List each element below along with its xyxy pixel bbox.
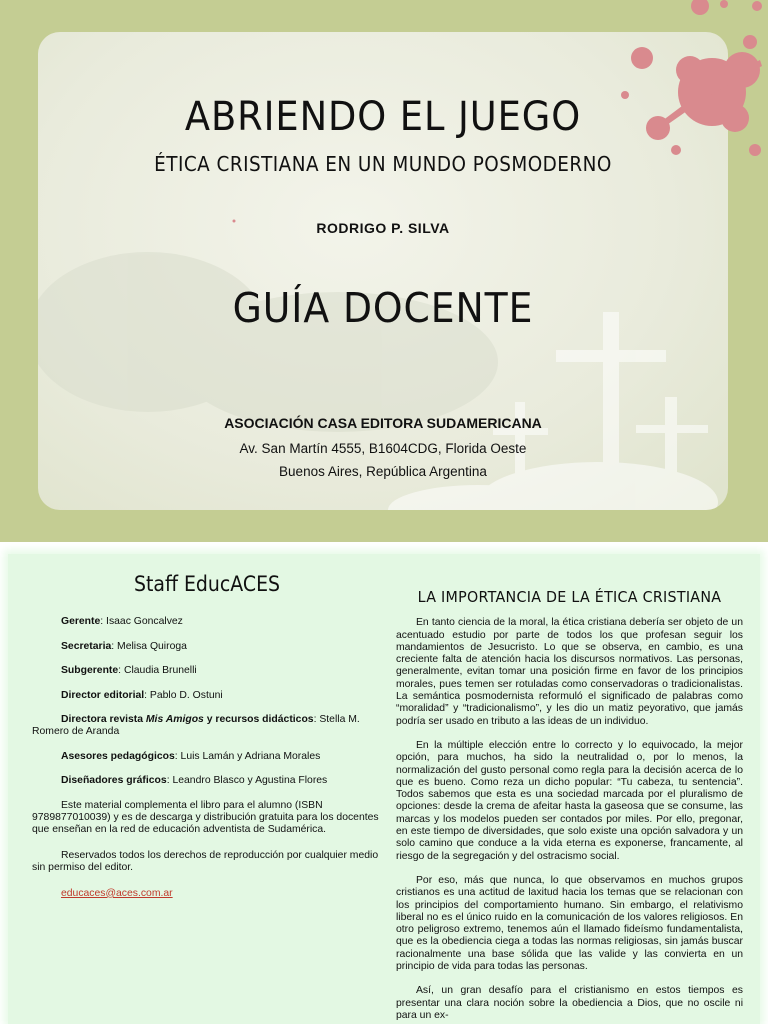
staff-column — [32, 572, 382, 900]
staff-title: Staff EducACES — [133, 572, 281, 596]
contact-email-link[interactable]: educaces@aces.com.ar — [61, 887, 173, 899]
staff-name: : Stella M. Romero de Aranda — [32, 714, 360, 738]
publisher-address-line2: Buenos Aires, República Argentina — [279, 464, 487, 479]
publisher-name: ASOCIACIÓN CASA EDITORA SUDAMERICANA — [224, 415, 542, 431]
book-title: ABRIENDO EL JUEGO — [184, 94, 582, 140]
author-name: RODRIGO P. SILVA — [316, 220, 450, 236]
staff-role: Director editorial — [61, 689, 145, 701]
staff-name: : Leandro Blasco y Agustina Flores — [166, 775, 328, 787]
staff-name: : Claudia Brunelli — [118, 665, 197, 677]
book-subtitle: ÉTICA CRISTIANA EN UN MUNDO POSMODERNO — [154, 152, 612, 176]
staff-role: Gerente — [61, 616, 101, 628]
inner-page — [0, 546, 768, 1024]
article-paragraph: En tanto ciencia de la moral, la ética cristiana debería ser objeto de un acentuado estudio por parte de todos los que profesan seguir los mandamientos de Jesucristo. Lo que se observa, en cambio, es una creciente falta de atención hacia los discursos normativos. Las personas, generalmente, evitan tomar una posición firme en favor de los principios morales, pues temen ser rotuladas como conservadoras o tradicionalistas. La semántica posmodernista reformuló el significado de palabras como “moralidad” y “tradicionalismo”, y les dio un matiz peyorativo, que jamás podría ser usado en tributo a las ideas de un individuo. — [396, 617, 743, 727]
staff-role: Asesores pedagógicos — [61, 750, 175, 762]
staff-role-prefix: Directora revista — [61, 714, 146, 726]
staff-item — [32, 751, 382, 763]
staff-item — [32, 714, 382, 739]
staff-name: : Pablo D. Ostuni — [144, 689, 223, 701]
staff-item — [32, 641, 382, 653]
cover-card — [38, 32, 728, 510]
copyright-note-rights: Reservados todos los derechos de reproducción por cualquier medio sin permiso del editor. — [32, 849, 379, 874]
staff-role — [61, 714, 314, 725]
publisher-address-line1: Av. San Martín 4555, B1604CDG, Florida Oeste — [239, 441, 527, 456]
staff-name: : Isaac Goncalvez — [100, 616, 183, 628]
staff-name: : Luis Lamán y Adriana Morales — [174, 750, 321, 762]
staff-role: Diseñadores gráficos — [61, 775, 167, 787]
article-paragraph: Por eso, más que nunca, lo que observamos en muchos grupos cristianos es una actitud de laxitud hacia los temas que se relacionan con los principios del comportamiento humano. Sin embargo, el relativismo liberal no es el único ruido en la comunicación de los valores religiosos. En otro peligroso extremo, tenemos aún el llamado fideísmo fundamentalista, que es la obediencia ciega a todas las normas religiosas, sin jamás buscar racionalmente una base sólida que las valide y las convierta en un principio de vida para todas las personas. — [396, 874, 743, 973]
copyright-note-isbn: Este material complementa el libro para el alumno (ISBN 9789877010039) y es de descarga y distribución gratuita para los docentes que enseñan en la red de educación adventista de Sudamérica. — [32, 799, 379, 836]
article-title: LA IMPORTANCIA DE LA ÉTICA CRISTIANA — [417, 588, 722, 606]
staff-item — [32, 775, 382, 787]
staff-role: Secretaria — [61, 640, 112, 652]
staff-role: Subgerente — [61, 665, 119, 677]
guide-heading: GUÍA DOCENTE — [232, 284, 534, 332]
magazine-name: Mis Amigos — [145, 714, 204, 726]
article-column — [396, 588, 743, 1024]
inner-page-panel — [8, 554, 760, 1024]
staff-item — [32, 665, 382, 677]
article-paragraph: Así, un gran desafío para el cristianismo en estos tiempos es presentar una clara noción sobre la obediencia a Dios, que no oscile ni para un ex- — [396, 985, 743, 1021]
staff-name: : Melisa Quiroga — [111, 640, 187, 652]
staff-item — [32, 690, 382, 702]
staff-item — [32, 616, 382, 628]
article-paragraph: En la múltiple elección entre lo correcto y lo equivocado, la mejor opción, para muchos, ha sido la neutralidad o, por lo menos, la normalización del gusto personal como regla para la decisión acerca de lo que es bueno. Como reza un dicho popular: “Tu cabeza, tu sentencia”. Todos sabemos que esta es una sociedad marcada por el pluralismo de opciones: desde la crema de afeitar hasta la gaseosa que se consume, las marcas y los modelos pueden ser contados por miles. Por ello, pregonar, en este tiempo de diversidades, que solo existe una opción salvadora y un solo camino que conduce a la vida eterna es exponerse, francamente, al riesgo de la segregación y del ostracismo social. — [396, 739, 743, 862]
staff-role-suffix: y recursos didácticos — [203, 714, 314, 726]
